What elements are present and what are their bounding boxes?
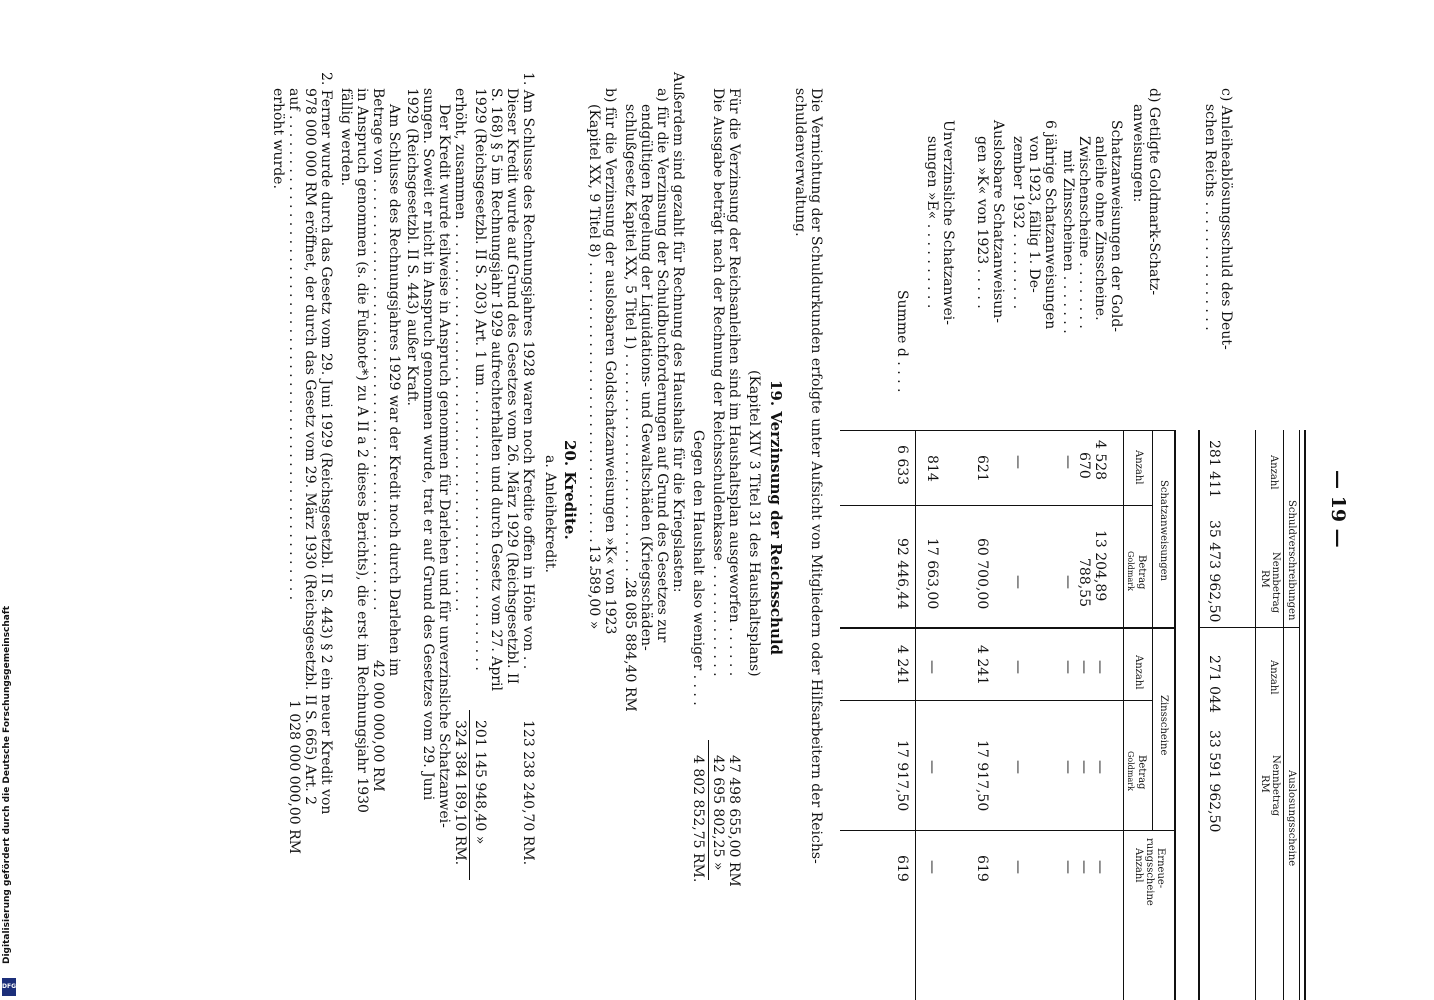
d-row-6-zins-anzahl: —	[924, 660, 940, 674]
k1-line-9: Am Schlusse des Rechnungsjahres 1929 war der Kredit noch durch Darlehen im	[386, 104, 402, 677]
d-row-2-zins-betrag: —	[1076, 760, 1092, 774]
p2-line-1: Außerdem sind gezahlt für Rechnung des Haushalts für die Kriegslasten:	[670, 72, 686, 593]
d-row-4-label-1: 6 jährige Schatzanweisungen	[1042, 120, 1058, 330]
vsep-d	[840, 830, 1176, 831]
sum-rule	[915, 430, 916, 1000]
d-row-3-erneuerung: —	[1060, 860, 1076, 874]
footer-credit-text: Digitalisierung gefördert durch die Deutsche Forschungsgemeinschaft	[2, 605, 12, 964]
row-d-label-1: d) Getilgte Goldmark-Schatz-	[1146, 88, 1162, 296]
k1-value-4: 42 000 000,00 RM	[370, 660, 386, 792]
header-anzahl-3: Anzahl	[1133, 450, 1144, 485]
p1-value-3: 4 802 852,75 RM.	[690, 755, 706, 883]
vsep-b	[840, 627, 1176, 629]
k1-line-2: Dieser Kredit wurde auf Grund des Gesetzes vom 26. März 1929 (Reichsgesetzbl. II	[504, 88, 520, 684]
k1-line-8: 1929 (Reichsgesetzbl. II S. 443) außer Kraft.	[404, 88, 420, 406]
k1-line-1: 1. Am Schlusse des Rechnungsjahres 1928 waren noch Kredite offen in Höhe von . .	[520, 72, 536, 670]
d-row-6-anzahl: 814	[924, 455, 940, 482]
p1-rule	[708, 740, 709, 880]
p2a-line-2: endgültigen Regelung der Liquidations- und Gewaltschäden (Kriegsschäden-	[638, 104, 654, 651]
d-row-6-label-2: sungen »E« . . . . . . . . . .	[924, 136, 940, 309]
d-row-5-zins-anzahl: 4 241	[974, 645, 990, 686]
p2b-line-1: b) für die Verzinsung der auslosbaren Goldschatzanweisungen »K« von 1923	[602, 88, 618, 635]
k1-line-12: fällig werden.	[338, 88, 354, 187]
header-nennbetrag-2: Nennbetrag	[1270, 755, 1281, 817]
d-row-2-anzahl: 670	[1076, 452, 1092, 479]
d-row-5-label-1: Auslosbare Schatzanweisun-	[990, 120, 1006, 323]
d-row-6-betrag: 17 663,00	[924, 538, 940, 610]
subtable-top-rule	[1174, 430, 1176, 1000]
p2b-value: 13 589,00 »	[586, 545, 602, 630]
k1-value-2: 201 145 948,40 »	[472, 720, 488, 845]
p1-value-2: 42 695 802,25 »	[710, 755, 726, 871]
d-row-5-zins-betrag: 17 917,50	[974, 740, 990, 812]
table-top-rule	[1304, 430, 1306, 1000]
d-row-2-zins-anzahl: —	[1076, 660, 1092, 674]
section-20-subtitle: a. Anleihekredit.	[542, 455, 558, 573]
d-row-4-erneuerung: —	[1010, 860, 1026, 874]
header-betrag-2: Betrag	[1136, 755, 1147, 790]
header-auslosungsscheine: Auslosungsscheine	[1286, 770, 1297, 867]
k1-line-7: sungen. Soweit er nicht in Anspruch genommen wurde, trat er auf Grund des Gesetzes vom 29. Juni	[420, 88, 436, 801]
d-row-4-anzahl: —	[1010, 455, 1026, 469]
d-row-5-betrag: 60 700,00	[974, 538, 990, 610]
k1-value-1: 123 238 240,70 RM.	[520, 720, 536, 866]
d-row-5-erneuerung: 619	[974, 855, 990, 882]
d-row-2-erneuerung: —	[1076, 860, 1092, 874]
table-top-rule-2	[1299, 430, 1300, 1000]
k1-line-6: Der Kredit wurde teilweise in Anspruch genommen für Darlehen und für unverzinsliche Schatzanwei-	[436, 104, 452, 828]
header-rule	[1283, 430, 1284, 1000]
k1-line-10: Betrage von . . . . . . . . . . . . . . . . . . . . . . . . . . . . . . . . . . . . . . . . . . . . . . . . .	[370, 88, 386, 611]
d-row-1-label-1: Schatzanweisungen der Gold-	[1108, 120, 1124, 333]
row-c-label-2: schen Reichs . . . . . . . . . . . . . . .	[1202, 104, 1218, 331]
header-erneuerung-2: rungsscheine	[1144, 838, 1155, 906]
header-schuldverschreibungen: Schuldverschreibungen	[1286, 500, 1297, 621]
d-row-1-anzahl: 4 528	[1092, 440, 1108, 481]
d-row-1-label-2: anleihe ohne Zinsscheine.	[1092, 136, 1108, 321]
d-row-4-betrag: —	[1010, 575, 1026, 589]
header-anzahl-4: Anzahl	[1133, 655, 1144, 690]
k2-value: 1 028 000 000,00 RM	[286, 700, 302, 855]
header-betrag-1: Betrag	[1136, 555, 1147, 590]
header-rm-1: RM	[1259, 570, 1270, 588]
d-row-3-zins-betrag: —	[1060, 760, 1076, 774]
vernichtung-line-2: schuldenverwaltung.	[792, 88, 808, 237]
k2-line-3: auf . . . . . . . . . . . . . . . . . . . . . . . . . . . . . . . . . . . . . . . . . . . . . . . . . . . . . . .	[286, 88, 302, 601]
vsep-a	[840, 505, 1152, 506]
sum-label: Summe d . . . .	[894, 290, 910, 393]
p2b-line-2: (Kapitel XX, 9 Titel 8) . . . . . . . . . . . . . . . . . . . . . . . . . . . . . . . . . . .	[586, 104, 602, 570]
vernichtung-line-1: Die Vernichtung der Schuldurkunden erfolgte unter Aufsicht von Mitgliedern oder Hilfsarbeitern der Reichs-	[808, 88, 824, 864]
row-c-anzahl: 281 411	[1206, 440, 1222, 498]
header-nennbetrag-1: Nennbetrag	[1270, 552, 1281, 614]
d-row-1-erneuerung: —	[1092, 860, 1108, 874]
d-row-5-label-2: gen »K« von 1923 . . . . .	[974, 136, 990, 309]
d-row-1-betrag: 13 204,89	[1092, 530, 1108, 602]
d-row-3-betrag: —	[1060, 575, 1076, 589]
d-row-6-erneuerung: —	[924, 860, 940, 874]
row-c-rule	[1198, 430, 1200, 1000]
d-row-2-betrag: 788,55	[1076, 558, 1092, 607]
vsep-c	[840, 700, 1152, 701]
p2a-line-3: schlußgesetz Kapitel XX, 5 Titel 1) . . . . . . . . . . . . . . . . . . . . . . . . . . . . . .	[622, 104, 638, 617]
d-row-1-zins-anzahl: —	[1092, 660, 1108, 674]
section-19-title: 19. Verzinsung der Reichsschuld	[767, 380, 785, 656]
sum-zins-anzahl: 4 241	[894, 645, 910, 686]
d-row-4-label-2: von 1923, fällig 1. De-	[1026, 136, 1042, 293]
row-d-label-2: anweisungen:	[1130, 104, 1146, 203]
row-c-label-1: c) Anleiheablösungsschuld des Deut-	[1218, 88, 1234, 350]
header-schatzanweisungen: Schatzanweisungen	[1158, 480, 1169, 581]
k1-rule	[469, 710, 470, 880]
sum-erneuerung: 619	[894, 855, 910, 882]
row-c-ausl-nennbetrag: 33 591 962,50	[1206, 730, 1222, 833]
p1-line-3: Gegen den Haushalt also weniger . . . .	[690, 430, 706, 706]
k1-line-11: in Anspruch genommen (s. die Fußnote*) zu A II a 2 dieses Berichts), die erst im Rechnungsjahr 1930	[354, 88, 370, 813]
k2-line-2: 978 000 000 RM eröffnet, der durch das Gesetz vom 29. März 1930 (Reichsgesetzbl. II S. 665) Art. 2	[302, 88, 318, 806]
d-row-4-zins-betrag: —	[1010, 760, 1026, 774]
subheader-rule-2	[1123, 430, 1124, 1000]
header-erneuerung-1: Erneue-	[1155, 848, 1166, 889]
p2a-value: 28 085 884,40 RM	[622, 580, 638, 712]
sum-betrag: 92 446,44	[894, 538, 910, 610]
header-rm-2: RM	[1259, 775, 1270, 793]
section-19-subtitle: (Kapitel XIV 3 Titel 31 des Haushaltsplans)	[746, 370, 762, 677]
d-row-3-label: mit Zinsscheinen . . . . . . .	[1060, 150, 1076, 334]
digitization-footer	[2, 576, 18, 996]
k1-line-4: 1929 (Reichsgesetzbl. II S. 203) Art. 1 um . . . . . . . . . . . . . . . . . . . . . . . . . . . . . . . .	[472, 88, 488, 671]
k1-line-5: erhöht, zusammen . . . . . . . . . . . . . . . . . . . . . . . . . . . . . . . . . . . . . . . . . . . .	[452, 88, 468, 612]
d-row-6-label-1: Unverzinsliche Schatzanwei-	[940, 120, 956, 325]
p1-line-2: Die Ausgabe beträgt nach der Rechnung der Reichsschuldenkasse . . . . . . . . . . . . .	[710, 88, 726, 677]
section-20-title: 20. Kredite.	[561, 440, 579, 540]
k1-line-3: S. 168) § 5 im Rechnungsjahr 1929 aufrechterhalten und durch Gesetz vom 27. April	[488, 88, 504, 691]
p1-line-1: Für die Verzinsung der Reichsanleihen sind im Haushaltsplan ausgeworfen . . . . . .	[726, 88, 742, 677]
sum-zins-betrag: 17 917,50	[894, 740, 910, 812]
page-number: — 19 —	[1327, 470, 1349, 548]
d-row-3-zins-anzahl: —	[1060, 660, 1076, 674]
sum-anzahl: 6 633	[894, 445, 910, 486]
p2a-line-1: a) für die Verzinsung der Schuldbuchforderungen auf Grund des Gesetzes zur	[654, 88, 670, 643]
d-row-3-anzahl: —	[1060, 455, 1076, 469]
header-goldmark-1: Goldmark	[1126, 551, 1135, 591]
d-row-2-label: Zwischenscheine . . . . . . . .	[1076, 136, 1092, 329]
d-row-5-anzahl: 621	[974, 455, 990, 482]
header-goldmark-2: Goldmark	[1126, 751, 1135, 791]
header-rule-2	[1255, 430, 1256, 1000]
header-anzahl-2: Anzahl	[1268, 660, 1279, 695]
d-row-4-label-3: zember 1932 . . . . . . . . .	[1010, 136, 1026, 310]
row-c-nennbetrag: 35 473 962,50	[1206, 520, 1222, 623]
header-vsep-1	[1200, 627, 1300, 628]
dfg-logo: DFG	[2, 978, 16, 996]
k2-line-4: erhöht wurde.	[270, 88, 286, 189]
p1-value-1: 47 498 655,00 RM	[726, 755, 742, 887]
vsep-left	[840, 430, 1176, 431]
header-zinsscheine: Zinsscheine	[1158, 695, 1169, 756]
k2-line-1: 2. Ferner wurde durch das Gesetz vom 29. Juni 1929 (Reichsgesetzbl. II S. 443) § 2 ein neuer Kredit von	[318, 72, 334, 815]
header-anzahl-1: Anzahl	[1268, 455, 1279, 490]
d-row-1-zins-betrag: —	[1092, 760, 1108, 774]
k1-value-3: 324 384 189,10 RM.	[452, 720, 468, 866]
row-c-ausl-anzahl: 271 044	[1206, 655, 1222, 713]
subheader-rule	[1152, 430, 1153, 830]
d-row-4-zins-anzahl: —	[1010, 660, 1026, 674]
d-row-6-zins-betrag: —	[924, 760, 940, 774]
header-erneuerung-3: Anzahl	[1133, 848, 1144, 883]
